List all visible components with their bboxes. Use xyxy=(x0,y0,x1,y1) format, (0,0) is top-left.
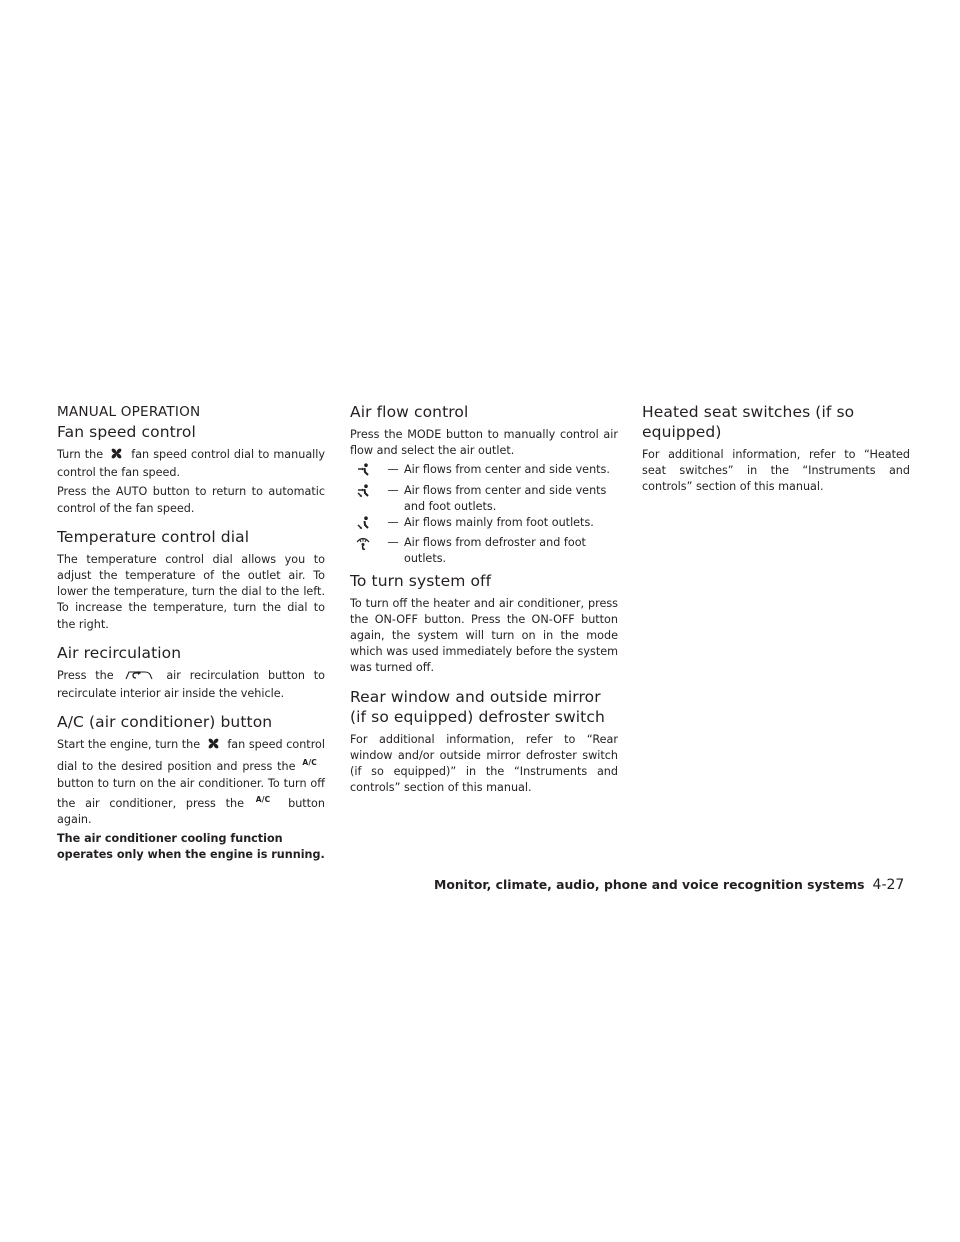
heading-heated-seat-switches: Heated seat switches (if so equipped) xyxy=(642,403,855,441)
heading-turn-system-off: To turn system off xyxy=(350,571,492,590)
list-item: — Air flows from defroster and foot outlets. xyxy=(350,535,618,567)
page-footer xyxy=(434,877,904,893)
footer-chapter-title: Monitor, climate, audio, phone and voice recognition systems xyxy=(434,877,865,892)
vent-defrost-foot-icon xyxy=(350,535,382,567)
paragraph-fan-speed-1: Turn the fan speed control dial to manually control the fan speed. xyxy=(57,448,326,480)
heading-fan-speed-control: Fan speed control xyxy=(57,423,196,441)
list-item: — Air flows from center and side vents. xyxy=(350,462,618,482)
air-flow-mode-list xyxy=(350,462,618,567)
section-title: MANUAL OPERATION xyxy=(57,404,201,420)
heading-ac-button: A/C (air conditioner) button xyxy=(57,713,273,732)
heading-air-flow-control: Air flow control xyxy=(350,403,469,421)
vent-face-foot-icon xyxy=(350,483,382,515)
warning-ac-engine: The air conditioner cooling function operates only when the engine is running. xyxy=(57,832,325,862)
list-item: — Air flows from center and side vents and foot outlets. xyxy=(350,483,618,515)
paragraph-ac: Start the engine, turn the fan speed control dial to the desired position and press the $^{A/C}$ button to turn on the air conditioner. To turn off the air conditioner, press the $^{A/C}$ button again. xyxy=(57,738,325,827)
paragraph-heated-seat: For additional information, refer to “Heated seat switches” in the “Instruments and controls” section of this manual. xyxy=(642,448,910,494)
fan-icon xyxy=(207,737,220,755)
page-number: 4-27 xyxy=(872,877,905,893)
heading-defroster-switch: Rear window and outside mirror (if so equipped) defroster switch xyxy=(350,687,605,726)
paragraph-defroster: For additional information, refer to “Rear window and/or outside mirror defroster switch (if so equipped)” in the “Instruments and controls” section of this manual. xyxy=(350,732,618,795)
paragraph-recirculation: Press the air recirculation button to recirculate interior air inside the vehicle. xyxy=(57,668,326,701)
heading-air-recirculation: Air recirculation xyxy=(57,643,182,662)
paragraph-turn-system-off: To turn off the heater and air conditioner, press the ON-OFF button. Press the ON-OFF button again, the system will turn on in the mode which was used immediately before the system was turned off. xyxy=(350,596,618,675)
fan-icon xyxy=(110,447,123,465)
vent-face-icon xyxy=(350,462,382,482)
column-right xyxy=(642,402,910,499)
paragraph-fan-speed-2: Press the AUTO button to return to automatic control of the fan speed. xyxy=(57,485,325,515)
list-item: — Air flows mainly from foot outlets. xyxy=(350,515,618,535)
ac-icon: A/C xyxy=(302,758,317,768)
vent-foot-icon xyxy=(350,515,382,535)
ac-icon: A/C xyxy=(255,794,271,804)
heading-temperature-control-dial: Temperature control dial xyxy=(57,527,250,546)
column-left xyxy=(57,402,325,867)
paragraph-temperature: The temperature control dial allows you to adjust the temperature of the outlet air. To lower the temperature, turn the dial to the left. To increase the temperature, turn the dial to the right. xyxy=(57,552,325,631)
recirculation-icon xyxy=(125,668,153,686)
column-middle xyxy=(350,402,618,799)
paragraph-air-flow-intro: Press the MODE button to manually control air flow and select the air outlet. xyxy=(350,428,618,458)
